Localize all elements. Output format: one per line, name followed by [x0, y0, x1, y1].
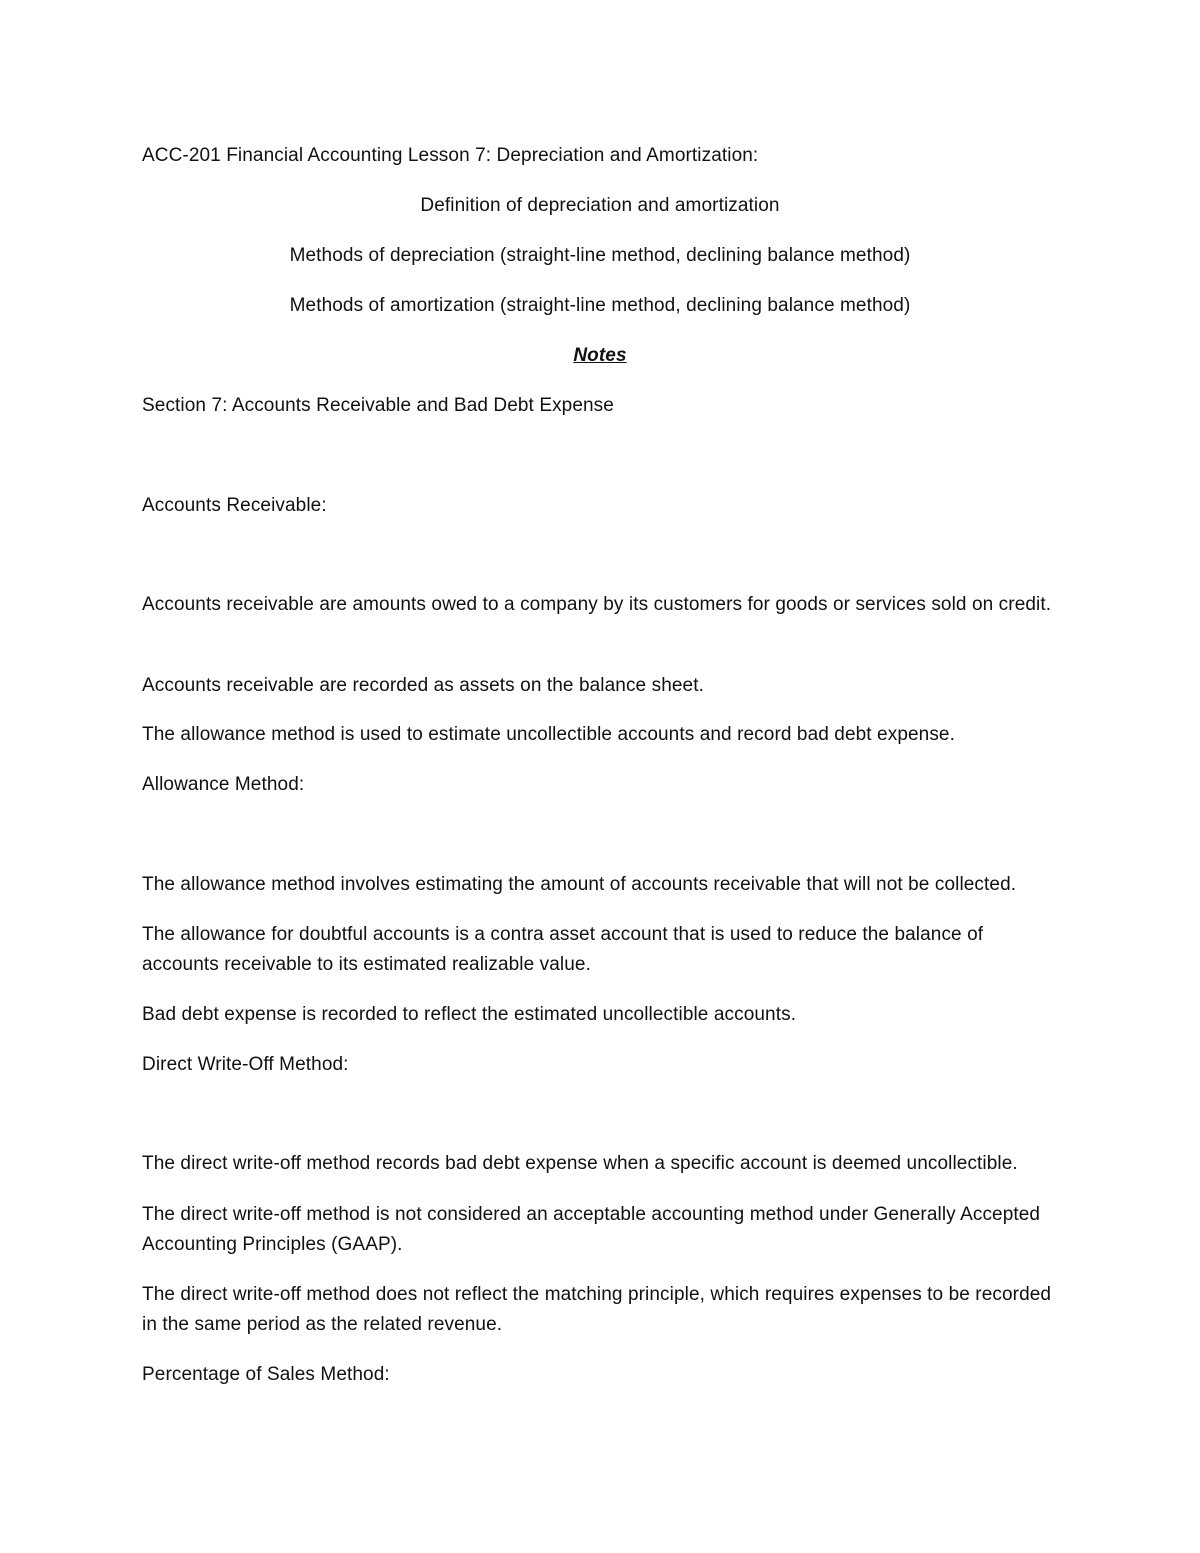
direct-write-off-heading: Direct Write-Off Method:	[142, 1054, 349, 1075]
paragraph: The direct write-off method is not considered an acceptable accounting method under Generally Accepted Accounting Principles (GAAP).	[142, 1204, 1041, 1255]
notes-heading: Notes	[573, 345, 627, 366]
paragraph: The allowance for doubtful accounts is a contra asset account that is used to reduce the balance of accounts receivable to its estimated realizable value.	[142, 924, 984, 975]
paragraph: Accounts receivable are recorded as assets on the balance sheet.	[142, 675, 704, 696]
paragraph: Bad debt expense is recorded to reflect the estimated uncollectible accounts.	[142, 1004, 797, 1025]
percentage-of-sales-heading: Percentage of Sales Method:	[142, 1364, 390, 1385]
section-heading: Section 7: Accounts Receivable and Bad Debt Expense	[142, 395, 614, 416]
document-title: ACC-201 Financial Accounting Lesson 7: Depreciation and Amortization:	[142, 145, 759, 166]
topic-item: Methods of amortization (straight-line method, declining balance method)	[289, 295, 911, 316]
accounts-receivable-heading: Accounts Receivable:	[142, 495, 327, 516]
paragraph: The direct write-off method does not reflect the matching principle, which requires expenses to be recorded in the same period as the related revenue.	[142, 1284, 1052, 1335]
topic-item: Definition of depreciation and amortization	[420, 195, 780, 216]
topic-item: Methods of depreciation (straight-line method, declining balance method)	[289, 245, 911, 266]
paragraph: The allowance method is used to estimate uncollectible accounts and record bad debt expense.	[142, 724, 955, 745]
allowance-method-heading: Allowance Method:	[142, 774, 305, 795]
paragraph: Accounts receivable are amounts owed to a company by its customers for goods or services sold on credit.	[142, 594, 1052, 615]
paragraph: The allowance method involves estimating the amount of accounts receivable that will not be collected.	[142, 874, 1017, 895]
paragraph: The direct write-off method records bad debt expense when a specific account is deemed uncollectible.	[142, 1153, 1018, 1174]
